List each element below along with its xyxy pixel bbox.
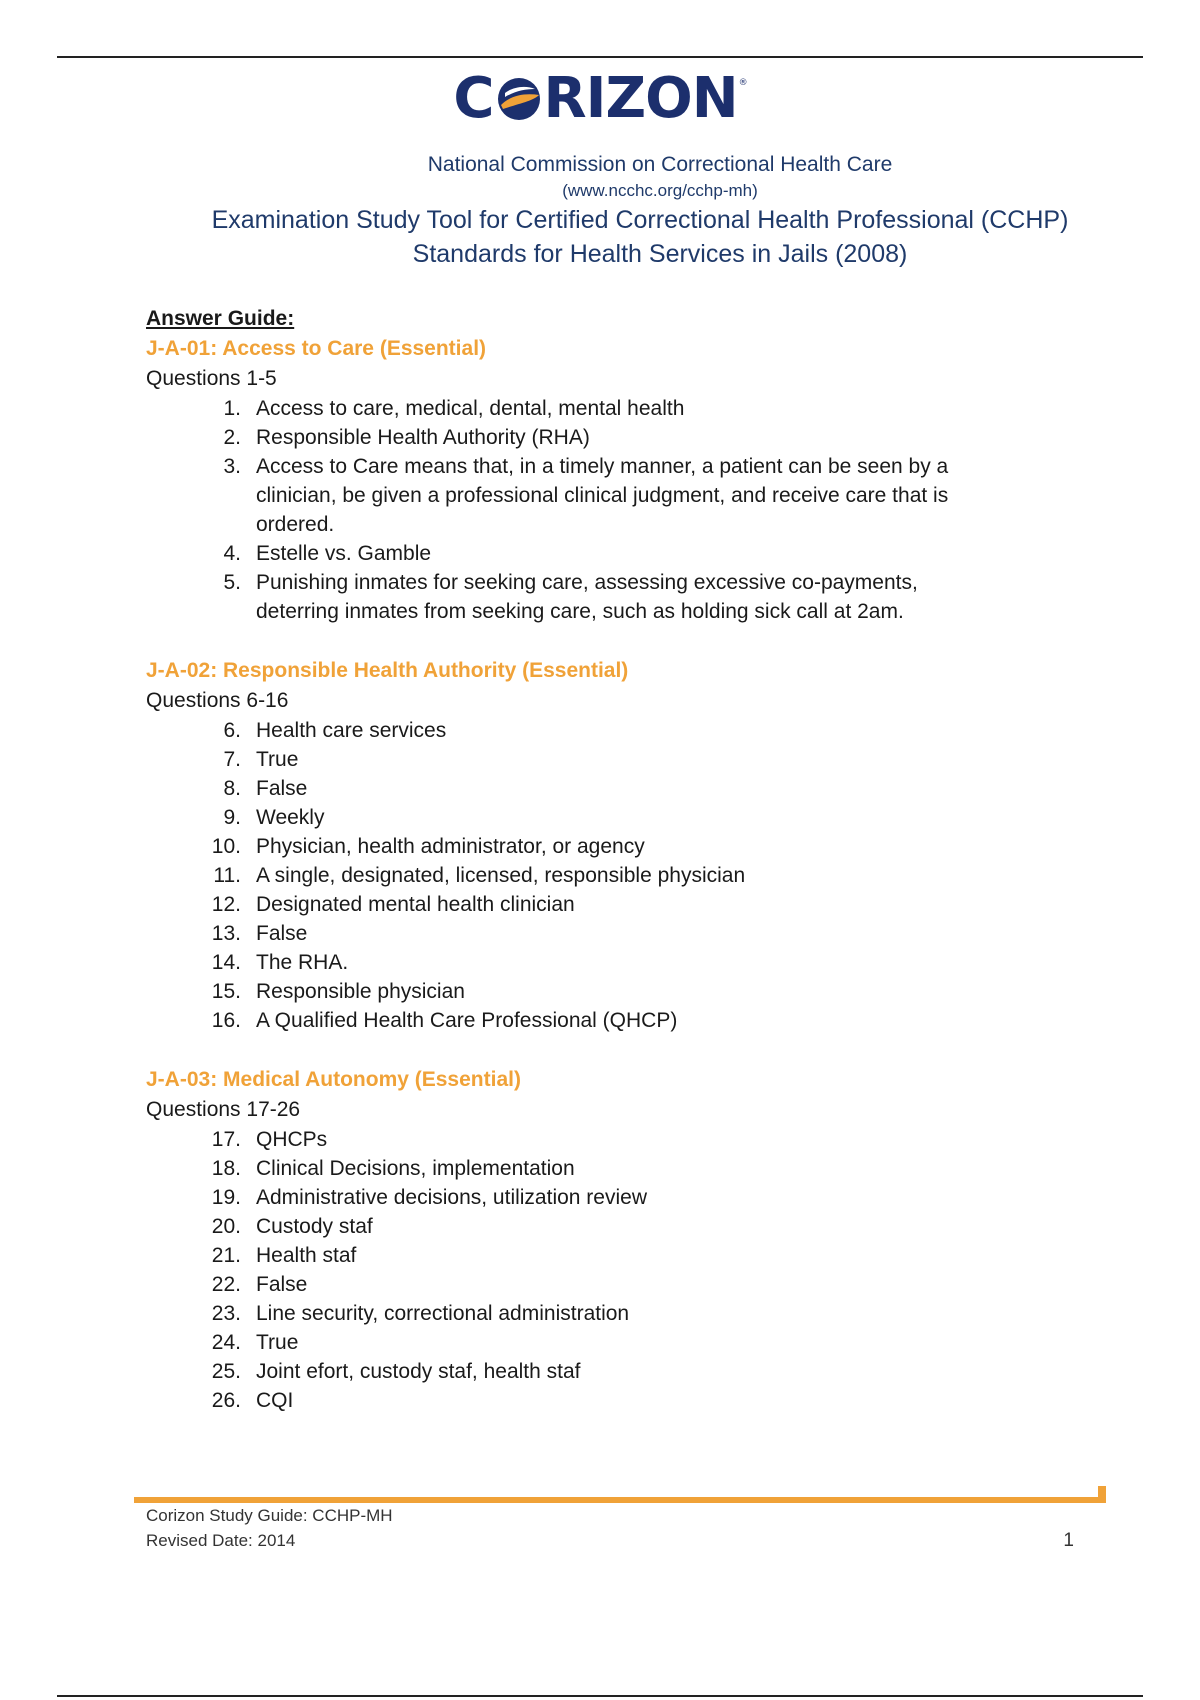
answer-number: 13. (211, 922, 241, 945)
answer-text: Health care services (256, 719, 447, 742)
answer-text: Access to Care means that, in a timely manner, a patient can be seen by a clinician, be given a professional clinical judgment, and receive care that is ordered. (256, 455, 949, 536)
answer-number: 4. (223, 542, 241, 565)
sections-container (146, 334, 1106, 1415)
answer-text: Punishing inmates for seeking care, assessing excessive co-payments, deterring inmates from seeking care, such as holding sick call at 2am. (256, 571, 918, 623)
answer-item (146, 716, 1106, 745)
page-footer (146, 1503, 1086, 1553)
answer-number: 2. (223, 426, 241, 449)
answer-text: Administrative decisions, utilization review (256, 1186, 647, 1209)
answer-text: A single, designated, licensed, responsible physician (256, 864, 746, 887)
document-title: Examination Study Tool for Certified Correctional Health Professional (CCHP) (211, 206, 1069, 234)
answer-text: Custody staf (256, 1215, 373, 1238)
answer-item (146, 919, 1106, 948)
logo-text-post: RIZON (543, 66, 738, 131)
answer-item (146, 1212, 1106, 1241)
answer-section (146, 1065, 1106, 1415)
top-rule (57, 56, 1143, 58)
logo-wordmark (453, 66, 747, 131)
answer-number: 1. (223, 397, 241, 420)
answer-number: 3. (223, 455, 241, 478)
answer-item (146, 1183, 1106, 1212)
answer-item (146, 1154, 1106, 1183)
answer-text: Clinical Decisions, implementation (256, 1157, 575, 1180)
answer-text: Responsible Health Authority (RHA) (256, 426, 590, 449)
answer-text: Access to care, medical, dental, mental health (256, 397, 685, 420)
answer-number: 6. (223, 719, 241, 742)
answer-text: Joint efort, custody staf, health staf (256, 1360, 581, 1383)
answer-text: True (256, 748, 299, 771)
answer-number: 19. (211, 1186, 241, 1209)
answer-text: Physician, health administrator, or agency (256, 835, 645, 858)
answer-list (146, 716, 1106, 1035)
answer-text: Responsible physician (256, 980, 465, 1003)
answer-text: False (256, 1273, 308, 1296)
section-title: J-A-01: Access to Care (Essential) (146, 337, 487, 360)
answer-item (146, 1328, 1106, 1357)
answer-number: 21. (211, 1244, 241, 1267)
answer-number: 7. (223, 748, 241, 771)
questions-range: Questions 1-5 (146, 367, 277, 390)
answer-number: 10. (211, 835, 241, 858)
answer-number: 15. (211, 980, 241, 1003)
answer-item (146, 890, 1106, 919)
logo-text-pre: C (453, 66, 494, 131)
footer-revised-date: Revised Date: 2014 (146, 1531, 296, 1550)
corizon-logo (0, 66, 1200, 132)
document-header (0, 150, 1200, 270)
answer-number: 14. (211, 951, 241, 974)
answer-number: 24. (211, 1331, 241, 1354)
answer-section (146, 334, 1106, 626)
answer-text: Designated mental health clinician (256, 893, 575, 916)
answer-text: Health staf (256, 1244, 357, 1267)
commission-url: (www.ncchc.org/cchp-mh) (562, 181, 758, 200)
footer-guide: Corizon Study Guide: CCHP-MH (146, 1506, 393, 1525)
answer-item (146, 861, 1106, 890)
section-title: J-A-03: Medical Autonomy (Essential) (146, 1068, 521, 1091)
answer-item (146, 948, 1106, 977)
answer-item (146, 423, 1106, 452)
answer-item (146, 452, 1106, 539)
answer-item (146, 977, 1106, 1006)
answer-content (146, 304, 1106, 1445)
answer-item (146, 774, 1106, 803)
answer-item (146, 1125, 1106, 1154)
answer-number: 18. (211, 1157, 241, 1180)
answer-item (146, 1270, 1106, 1299)
section-title: J-A-02: Responsible Health Authority (Essential) (146, 659, 629, 682)
answer-item (146, 568, 1106, 626)
answer-number: 20. (211, 1215, 241, 1238)
answer-item (146, 1006, 1106, 1035)
commission-name: National Commission on Correctional Health Care (427, 153, 893, 176)
page-number: 1 (1063, 1530, 1074, 1551)
answer-text: CQI (256, 1389, 294, 1412)
answer-text: False (256, 777, 308, 800)
questions-range: Questions 6-16 (146, 689, 289, 712)
answer-item (146, 832, 1106, 861)
answer-text: True (256, 1331, 299, 1354)
answer-number: 17. (211, 1128, 241, 1151)
answer-number: 12. (211, 893, 241, 916)
document-subtitle: Standards for Health Services in Jails (2008) (412, 240, 908, 268)
answer-text: The RHA. (256, 951, 349, 974)
questions-range: Questions 17-26 (146, 1098, 301, 1121)
logo-registered-mark: ® (738, 78, 747, 88)
answer-item (146, 1241, 1106, 1270)
answer-list (146, 1125, 1106, 1415)
logo-o-swirl-icon (495, 75, 543, 123)
answer-text: Weekly (256, 806, 325, 829)
answer-text: Estelle vs. Gamble (256, 542, 432, 565)
answer-number: 8. (223, 777, 241, 800)
answer-item (146, 803, 1106, 832)
answer-number: 26. (211, 1389, 241, 1412)
answer-item (146, 1357, 1106, 1386)
answer-item (146, 745, 1106, 774)
bottom-rule (57, 1695, 1143, 1697)
answer-text: QHCPs (256, 1128, 328, 1151)
answer-number: 22. (211, 1273, 241, 1296)
answer-text: A Qualified Health Care Professional (QHCP) (256, 1009, 678, 1032)
answer-item (146, 394, 1106, 423)
answer-text: False (256, 922, 308, 945)
answer-number: 5. (223, 571, 241, 594)
answer-text: Line security, correctional administration (256, 1302, 630, 1325)
footer-accent-bar-end (1098, 1486, 1106, 1503)
answer-guide-heading: Answer Guide: (146, 307, 295, 330)
answer-item (146, 1386, 1106, 1415)
answer-number: 16. (211, 1009, 241, 1032)
answer-number: 11. (213, 864, 241, 887)
answer-number: 23. (211, 1302, 241, 1325)
answer-section (146, 656, 1106, 1035)
answer-number: 25. (211, 1360, 241, 1383)
answer-list (146, 394, 1106, 626)
answer-item (146, 1299, 1106, 1328)
answer-number: 9. (223, 806, 241, 829)
answer-item (146, 539, 1106, 568)
